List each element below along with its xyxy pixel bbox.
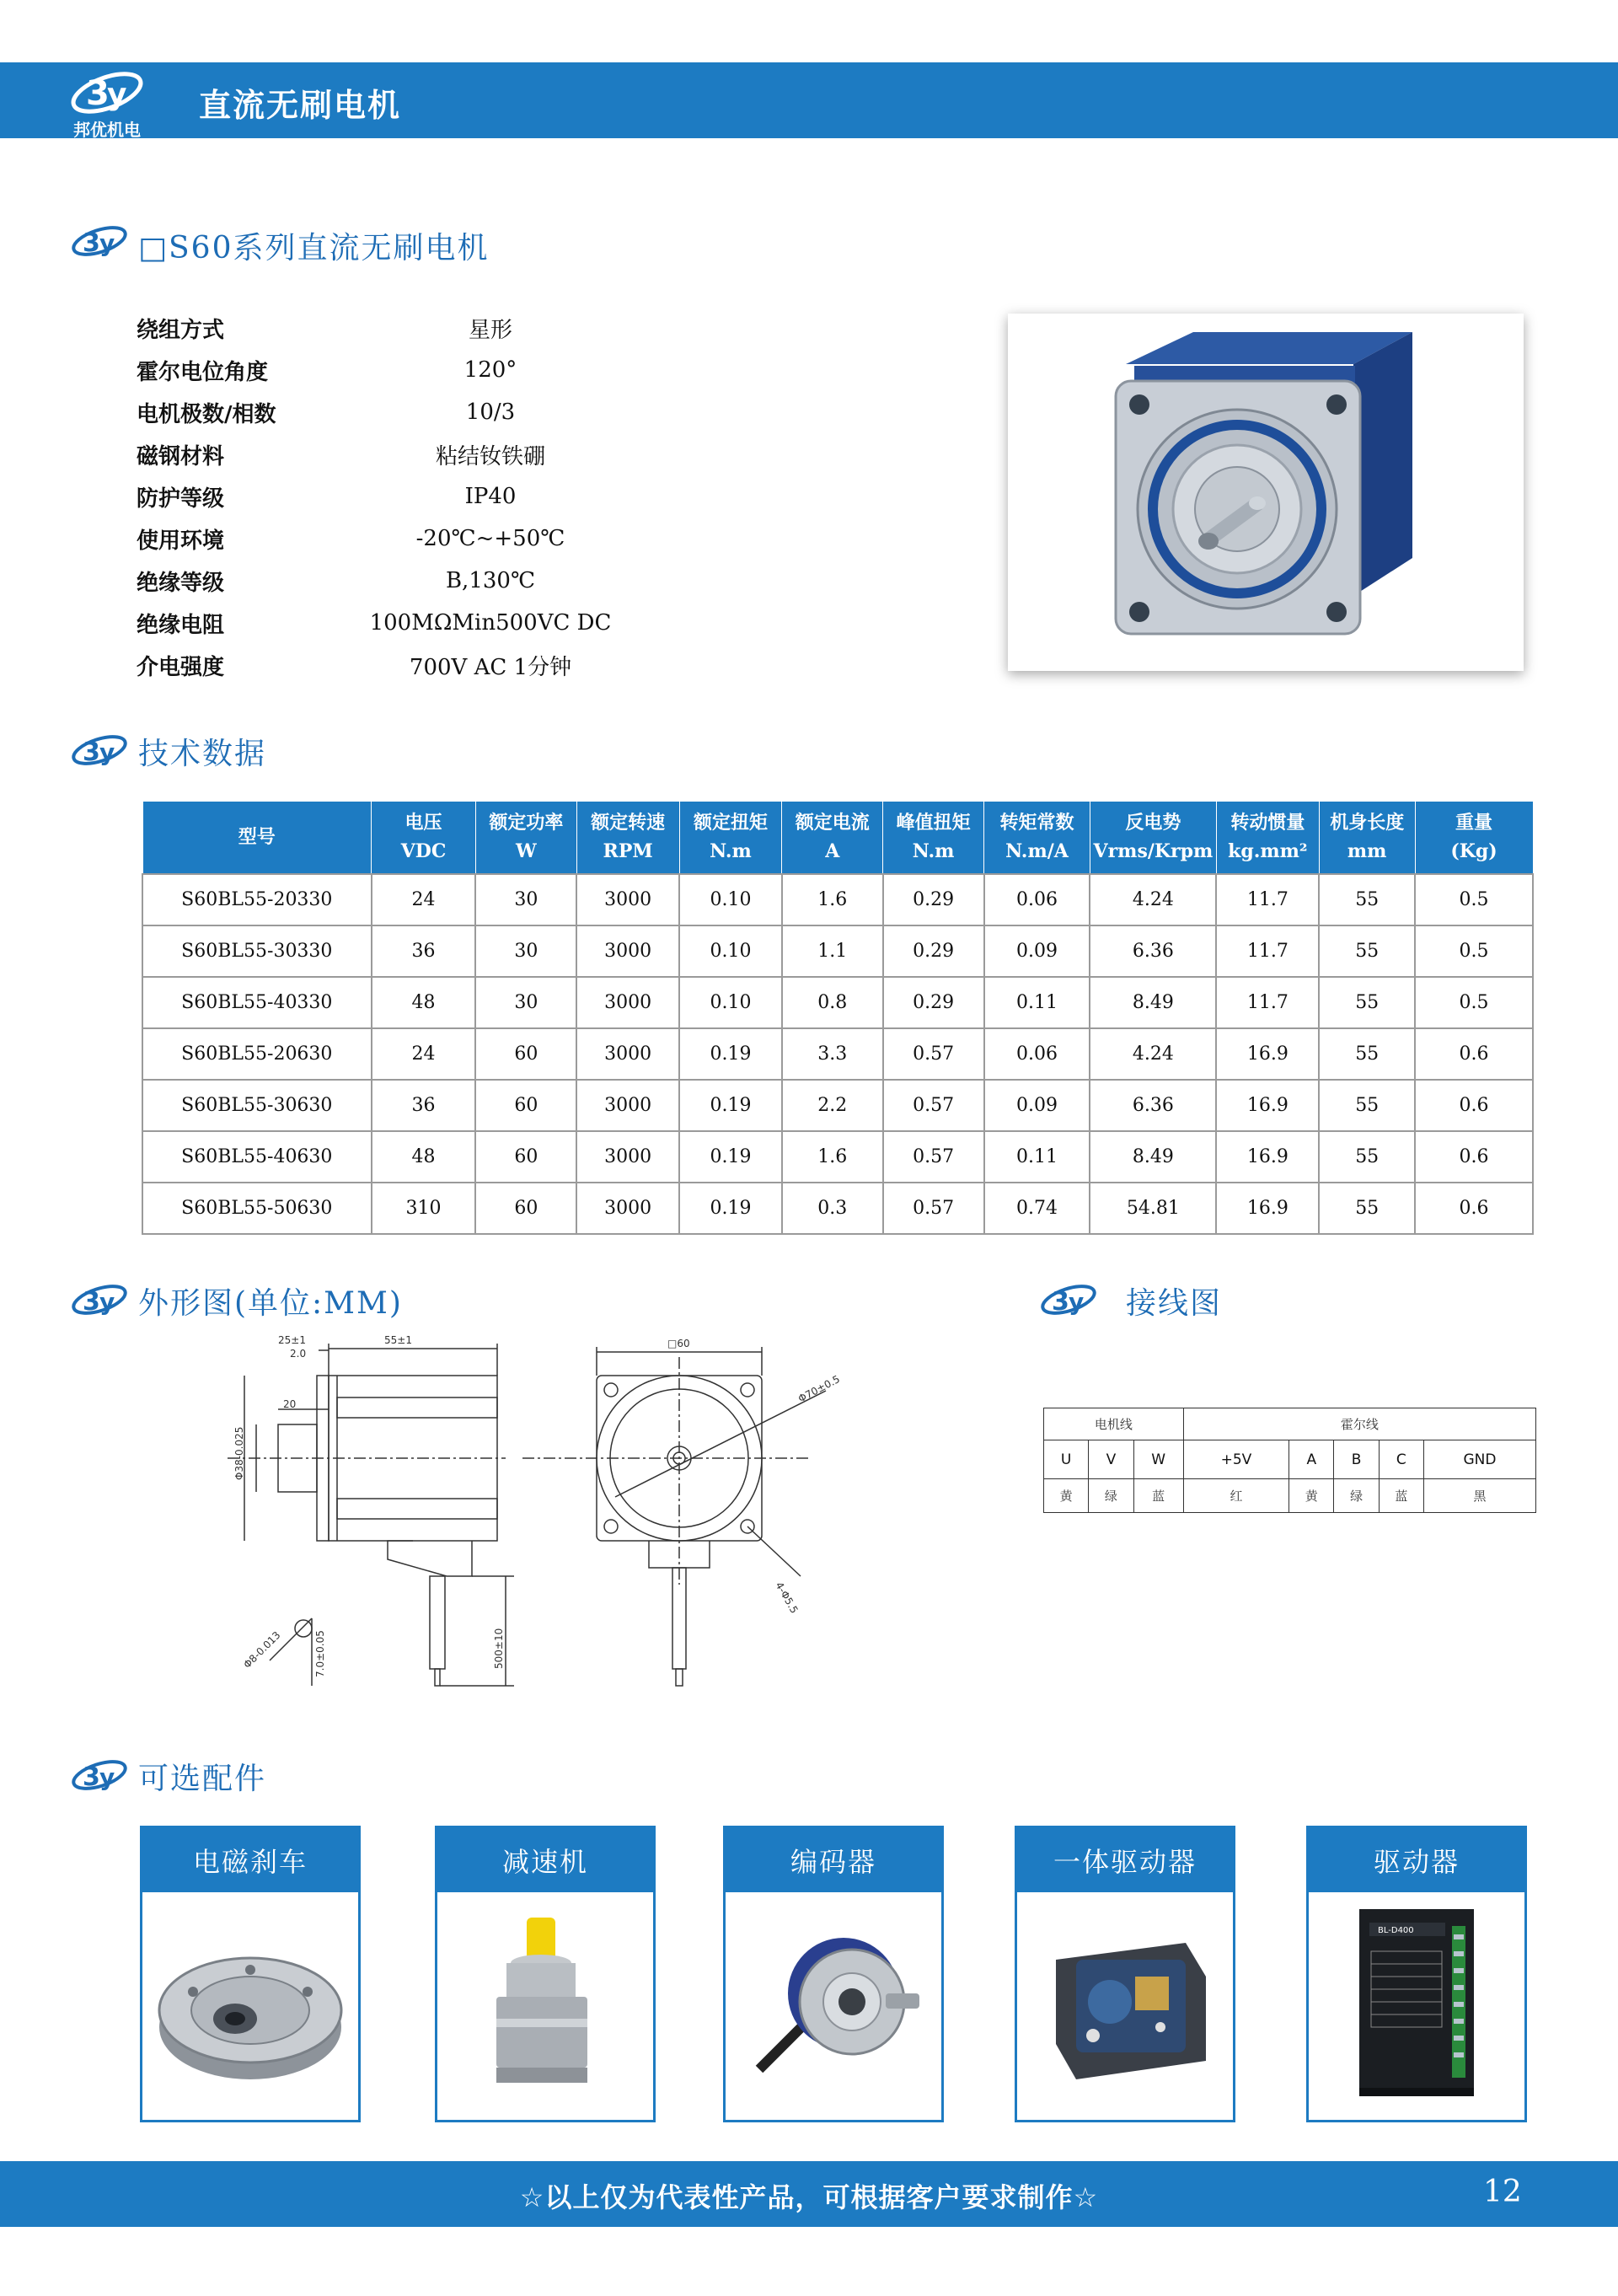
accessories-title: 可选配件	[138, 1762, 267, 1796]
table-cell: 0.3	[782, 1183, 883, 1234]
wiring-color: 绿	[1089, 1479, 1133, 1513]
wiring-pin: V	[1089, 1440, 1133, 1479]
table-cell: 55	[1319, 977, 1415, 1028]
table-cell: 11.7	[1216, 977, 1319, 1028]
wiring-group-motor: 电机线	[1044, 1408, 1184, 1440]
spec-row	[137, 349, 625, 391]
spec-value: IP40	[464, 484, 517, 509]
table-cell: 16.9	[1216, 1131, 1319, 1183]
column-header: 机身长度 mm	[1319, 802, 1415, 874]
table-cell: 0.10	[679, 925, 782, 977]
spec-row	[137, 602, 625, 644]
motor-image-icon	[1008, 314, 1524, 671]
svg-text:y: y	[99, 1288, 115, 1316]
column-header: 电压 VDC	[372, 802, 476, 874]
column-header: 额定电流 A	[782, 802, 883, 874]
wiring-color: 蓝	[1133, 1479, 1183, 1513]
page-header	[0, 62, 1618, 138]
column-header: 重量 (Kg)	[1415, 802, 1533, 874]
wiring-color: 绿	[1334, 1479, 1379, 1513]
table-cell: 30	[475, 977, 576, 1028]
table-cell: 310	[372, 1183, 476, 1234]
wiring-pin: B	[1334, 1440, 1379, 1479]
page-title: 直流无刷电机	[199, 87, 402, 124]
accessory-card-brake	[140, 1826, 361, 2122]
table-cell: 55	[1319, 1183, 1415, 1234]
accessory-label: 减速机	[437, 1828, 653, 1892]
table-cell: 0.19	[679, 1131, 782, 1183]
table-cell: 1.6	[782, 874, 883, 925]
spec-value: B,130℃	[445, 568, 536, 593]
accessory-label: 驱动器	[1309, 1828, 1524, 1892]
spec-value: 10/3	[465, 400, 516, 425]
wiring-color: 黄	[1044, 1479, 1089, 1513]
wiring-pin: W	[1133, 1440, 1183, 1479]
spec-row	[137, 518, 625, 560]
model-cell: S60BL55-40330	[142, 977, 372, 1028]
wiring-pin: +5V	[1183, 1440, 1289, 1479]
spec-row	[137, 475, 625, 518]
spec-value: 粘结钕铁硼	[435, 443, 545, 469]
table-cell: 3000	[576, 1183, 679, 1234]
svg-text:y: y	[99, 1763, 115, 1791]
table-cell: 36	[372, 1080, 476, 1131]
spec-value: -20℃~+50℃	[415, 526, 565, 551]
table-row	[142, 874, 1533, 925]
accessory-card-integrated-driver	[1015, 1826, 1235, 2122]
encoder-icon	[726, 1892, 941, 2120]
accessory-card-driver	[1306, 1826, 1527, 2122]
gearbox-icon	[437, 1892, 653, 2120]
table-cell: 8.49	[1090, 1131, 1216, 1183]
dim-label: 25±1	[278, 1334, 306, 1346]
wiring-color: 蓝	[1379, 1479, 1423, 1513]
column-header: 额定功率 W	[475, 802, 576, 874]
dim-label: 7.0±0.05	[314, 1630, 326, 1677]
wiring-color: 红	[1183, 1479, 1289, 1513]
spec-value: 100MΩMin500VC DC	[369, 610, 612, 636]
accessory-card-gearbox	[435, 1826, 656, 2122]
svg-text:y: y	[99, 738, 115, 766]
table-cell: 0.09	[984, 925, 1090, 977]
table-cell: 60	[475, 1183, 576, 1234]
section-logo-icon	[67, 730, 131, 770]
wiring-pin: U	[1044, 1440, 1089, 1479]
tech-data-title: 技术数据	[138, 737, 267, 771]
spec-list	[137, 307, 625, 686]
model-cell: S60BL55-30630	[142, 1080, 372, 1131]
dim-label: 500±10	[493, 1628, 505, 1669]
table-row	[142, 1028, 1533, 1080]
accessory-label: 电磁刹车	[142, 1828, 358, 1892]
table-cell: 16.9	[1216, 1028, 1319, 1080]
table-cell: 0.09	[984, 1080, 1090, 1131]
series-title: □S60系列直流无刷电机	[138, 231, 490, 266]
table-cell: 0.06	[984, 874, 1090, 925]
spec-value: 120°	[463, 357, 517, 383]
dim-label: 20	[283, 1398, 297, 1410]
model-cell: S60BL55-20330	[142, 874, 372, 925]
table-cell: 0.11	[984, 977, 1090, 1028]
table-cell: 55	[1319, 1028, 1415, 1080]
table-row	[142, 1131, 1533, 1183]
svg-text:y: y	[107, 78, 127, 112]
footer-note: ☆以上仅为代表性产品，可根据客户要求制作☆	[519, 2181, 1099, 2213]
table-cell: 11.7	[1216, 925, 1319, 977]
wiring-pin: A	[1289, 1440, 1334, 1479]
spec-row	[137, 644, 625, 686]
table-cell: 0.8	[782, 977, 883, 1028]
table-cell: 54.81	[1090, 1183, 1216, 1234]
table-cell: 1.6	[782, 1131, 883, 1183]
table-cell: 0.10	[679, 977, 782, 1028]
column-header: 额定转速 RPM	[576, 802, 679, 874]
section-logo-icon	[67, 221, 131, 261]
table-cell: 3000	[576, 925, 679, 977]
table-cell: 0.6	[1415, 1028, 1533, 1080]
table-cell: 0.5	[1415, 977, 1533, 1028]
table-cell: 11.7	[1216, 874, 1319, 925]
table-row	[142, 977, 1533, 1028]
model-cell: S60BL55-20630	[142, 1028, 372, 1080]
table-cell: 8.49	[1090, 977, 1216, 1028]
table-cell: 16.9	[1216, 1183, 1319, 1234]
wiring-group-row	[1044, 1408, 1536, 1440]
table-cell: 0.57	[883, 1183, 984, 1234]
table-row	[142, 1080, 1533, 1131]
table-cell: 3.3	[782, 1028, 883, 1080]
tech-data-table	[142, 801, 1534, 1235]
spec-row	[137, 433, 625, 475]
spec-value: 700V AC 1分钟	[409, 654, 572, 680]
outline-drawing	[219, 1332, 860, 1694]
spec-value: 星形	[468, 317, 512, 343]
wiring-group-hall: 霍尔线	[1183, 1408, 1535, 1440]
table-header-row	[142, 802, 1533, 874]
wiring-color: 黑	[1423, 1479, 1535, 1513]
spec-label: 使用环境	[137, 528, 225, 554]
table-cell: 3000	[576, 1080, 679, 1131]
table-cell: 55	[1319, 874, 1415, 925]
wiring-pin: GND	[1423, 1440, 1535, 1479]
model-cell: S60BL55-30330	[142, 925, 372, 977]
table-cell: 48	[372, 1131, 476, 1183]
logo-text: 邦优机电	[73, 120, 141, 140]
outline-title: 外形图(单位:MM)	[138, 1286, 403, 1321]
section-logo-icon	[67, 1279, 131, 1320]
svg-text:3: 3	[83, 1287, 100, 1317]
table-cell: 0.57	[883, 1080, 984, 1131]
driver-panel-text: BL-D400	[1378, 1926, 1414, 1935]
table-cell: 0.29	[883, 977, 984, 1028]
svg-text:3: 3	[83, 1762, 100, 1792]
table-cell: 60	[475, 1080, 576, 1131]
table-cell: 2.2	[782, 1080, 883, 1131]
table-cell: 0.19	[679, 1183, 782, 1234]
driver-icon	[1309, 1892, 1524, 2120]
table-cell: 24	[372, 1028, 476, 1080]
dim-label: Φ70±0.5	[796, 1373, 842, 1405]
table-row	[142, 925, 1533, 977]
dim-label: 4-Φ5.5	[773, 1580, 801, 1616]
table-cell: 0.19	[679, 1080, 782, 1131]
spec-row	[137, 391, 625, 433]
accessory-card-encoder	[723, 1826, 944, 2122]
table-cell: 0.5	[1415, 874, 1533, 925]
column-header: 额定扭矩 N.m	[679, 802, 782, 874]
svg-text:3: 3	[83, 738, 100, 767]
table-cell: 6.36	[1090, 925, 1216, 977]
spec-label: 绕组方式	[137, 317, 225, 343]
table-cell: 0.19	[679, 1028, 782, 1080]
table-cell: 55	[1319, 1080, 1415, 1131]
column-header: 峰值扭矩 N.m	[883, 802, 984, 874]
column-header: 转矩常数 N.m/A	[984, 802, 1090, 874]
section-logo-icon	[67, 1755, 131, 1795]
table-cell: 30	[475, 874, 576, 925]
wiring-table	[1043, 1408, 1536, 1513]
dim-label: 55±1	[384, 1334, 412, 1346]
column-header: 转动惯量 kg.mm²	[1216, 802, 1319, 874]
table-cell: 4.24	[1090, 1028, 1216, 1080]
table-cell: 3000	[576, 874, 679, 925]
dim-label: 2.0	[290, 1348, 307, 1360]
wiring-pin-row	[1044, 1440, 1536, 1479]
table-cell: 0.06	[984, 1028, 1090, 1080]
table-cell: 0.74	[984, 1183, 1090, 1234]
table-cell: 48	[372, 977, 476, 1028]
dim-label: Φ8-0.013	[241, 1628, 283, 1671]
table-cell: 3000	[576, 1131, 679, 1183]
table-cell: 0.6	[1415, 1080, 1533, 1131]
spec-row	[137, 307, 625, 349]
accessory-label: 编码器	[726, 1828, 941, 1892]
table-cell: 60	[475, 1131, 576, 1183]
page-footer	[0, 2161, 1618, 2227]
page-number: 12	[1483, 2175, 1522, 2209]
accessory-label: 一体驱动器	[1017, 1828, 1233, 1892]
column-header: 型号	[142, 802, 372, 874]
model-cell: S60BL55-50630	[142, 1183, 372, 1234]
wiring-color-row	[1044, 1479, 1536, 1513]
table-cell: 4.24	[1090, 874, 1216, 925]
model-cell: S60BL55-40630	[142, 1131, 372, 1183]
svg-text:3: 3	[86, 74, 110, 113]
table-cell: 16.9	[1216, 1080, 1319, 1131]
table-cell: 0.6	[1415, 1183, 1533, 1234]
spec-label: 防护等级	[137, 485, 225, 512]
table-cell: 3000	[576, 977, 679, 1028]
table-cell: 0.57	[883, 1131, 984, 1183]
section-logo-icon	[1037, 1279, 1101, 1320]
spec-label: 介电强度	[137, 654, 225, 680]
table-cell: 1.1	[782, 925, 883, 977]
spec-label: 霍尔电位角度	[137, 359, 269, 385]
column-header: 反电势 Vrms/Krpm	[1090, 802, 1216, 874]
table-cell: 0.6	[1415, 1131, 1533, 1183]
table-cell: 55	[1319, 925, 1415, 977]
wiring-pin: C	[1379, 1440, 1423, 1479]
svg-text:3: 3	[83, 228, 100, 258]
table-cell: 0.5	[1415, 925, 1533, 977]
table-cell: 0.57	[883, 1028, 984, 1080]
spec-label: 绝缘等级	[137, 570, 225, 596]
spec-row	[137, 560, 625, 602]
spec-label: 绝缘电阻	[137, 612, 225, 638]
table-cell: 6.36	[1090, 1080, 1216, 1131]
dim-label: Φ38-0.025	[233, 1426, 245, 1480]
table-cell: 0.10	[679, 874, 782, 925]
svg-text:y: y	[1069, 1288, 1085, 1316]
table-cell: 55	[1319, 1131, 1415, 1183]
wiring-color: 黄	[1289, 1479, 1334, 1513]
table-cell: 60	[475, 1028, 576, 1080]
table-cell: 3000	[576, 1028, 679, 1080]
spec-label: 电机极数/相数	[137, 401, 276, 427]
spec-label: 磁钢材料	[137, 443, 225, 469]
dim-label: □60	[667, 1338, 690, 1349]
motor-photo	[1008, 314, 1524, 671]
table-row	[142, 1183, 1533, 1234]
table-cell: 36	[372, 925, 476, 977]
table-cell: 30	[475, 925, 576, 977]
brake-icon	[142, 1892, 358, 2120]
table-cell: 0.29	[883, 925, 984, 977]
svg-text:3: 3	[1052, 1287, 1069, 1317]
integrated-driver-icon	[1017, 1892, 1233, 2120]
svg-text:y: y	[99, 229, 115, 257]
table-cell: 0.29	[883, 874, 984, 925]
wiring-title: 接线图	[1126, 1286, 1223, 1321]
table-cell: 24	[372, 874, 476, 925]
table-cell: 0.11	[984, 1131, 1090, 1183]
